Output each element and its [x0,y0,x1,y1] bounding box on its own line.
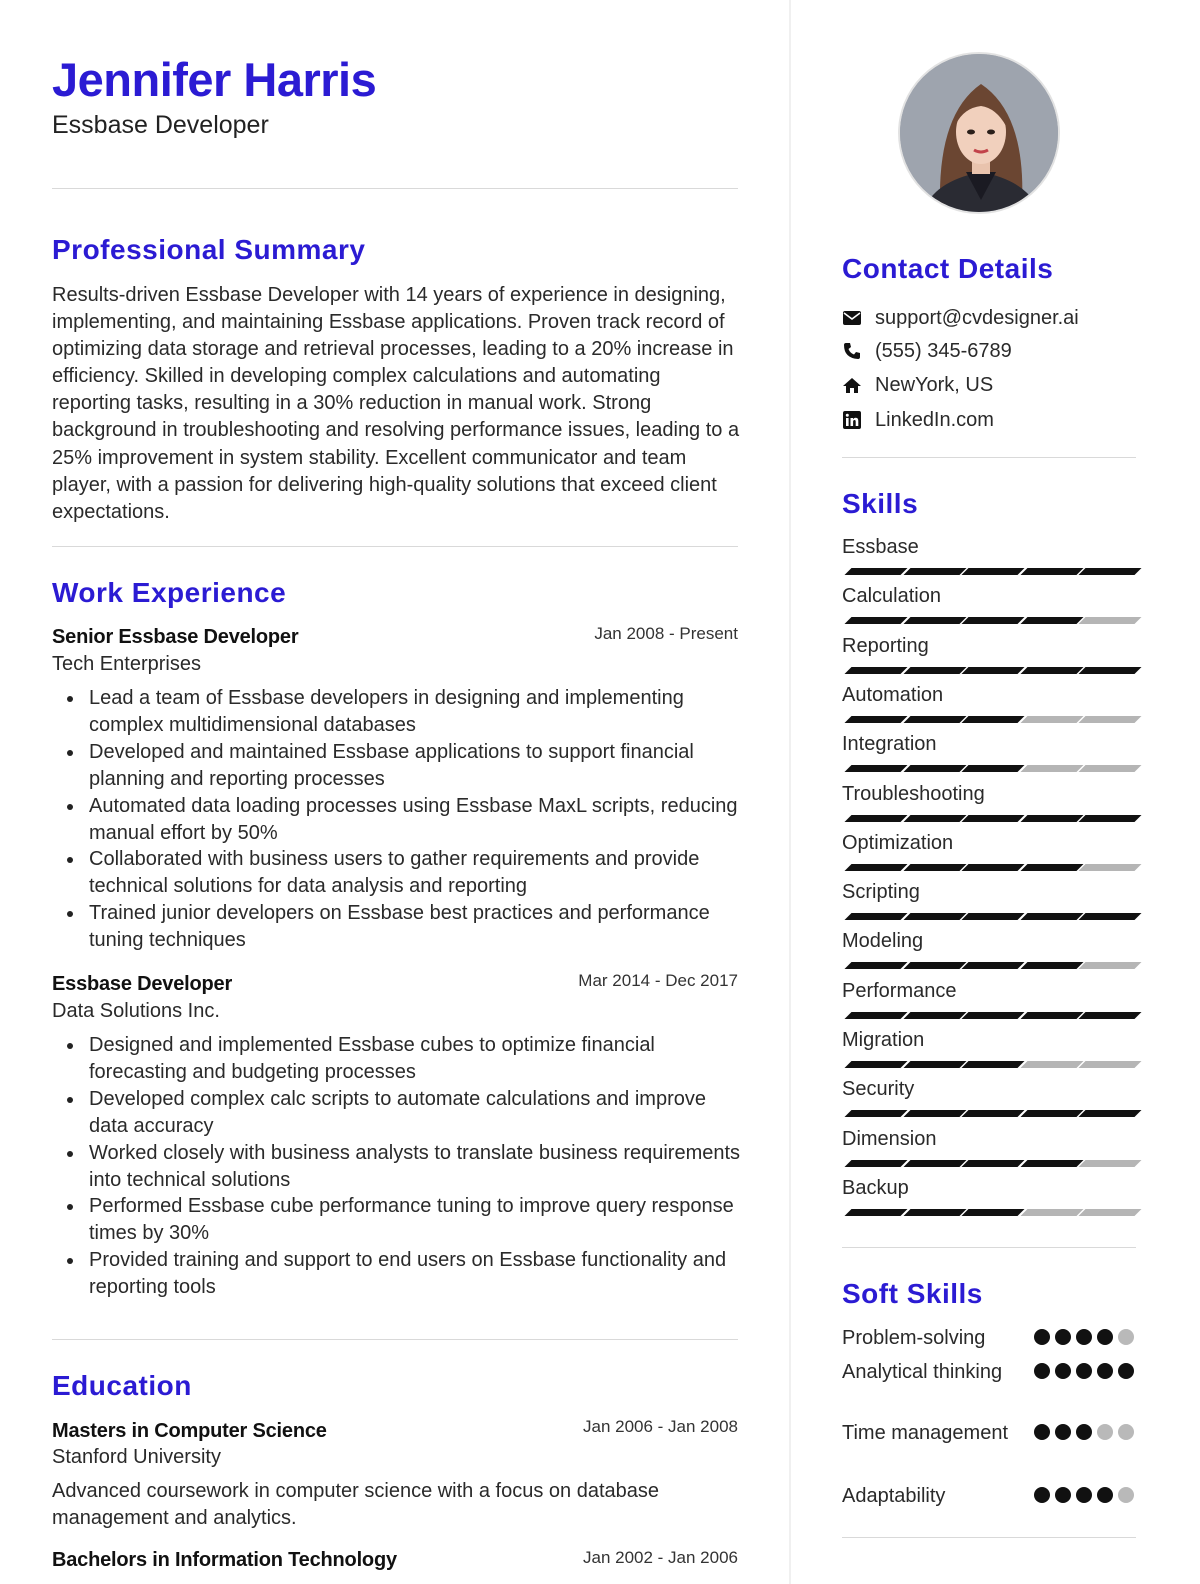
skill-rating-bar [844,913,1134,920]
skill-item [842,1078,1136,1122]
experience-divider [52,1339,738,1340]
job-bullet: Collaborated with business users to gather requirements and provide technical solutions for data analysis and reporting [89,846,749,900]
skill-item [842,684,1136,728]
skill-rating-segment [1020,1209,1083,1216]
job-company: Data Solutions Inc. [52,1000,220,1022]
rating-dot [1097,1329,1113,1345]
job-bullet-list [89,685,749,954]
skill-rating-segment [903,667,966,674]
skill-rating-segment [845,864,908,871]
skill-item [842,1029,1136,1073]
skill-rating-segment [845,568,908,575]
skill-rating-segment [962,1110,1025,1117]
rating-dot [1034,1487,1050,1503]
skill-name: Performance [842,979,957,1002]
summary-divider [52,546,738,547]
skill-rating-segment [845,913,908,920]
skill-rating-segment [1079,568,1142,575]
rating-dot [1055,1424,1071,1440]
skill-rating-segment [903,765,966,772]
job-title: Senior Essbase Developer [52,626,299,648]
skill-rating-segment [1079,667,1142,674]
phone-icon [842,341,862,361]
job-dates: Jan 2008 - Present [594,624,738,643]
skill-name: Modeling [842,930,924,953]
soft-skills-heading: Soft Skills [842,1278,983,1309]
skill-rating-segment [962,1012,1025,1019]
column-divider [789,0,791,1584]
rating-dot [1118,1329,1134,1345]
linkedin-icon [842,410,862,430]
candidate-name: Jennifer Harris [52,53,377,106]
soft-skill-name: Time management [842,1422,1008,1444]
skill-rating-segment [845,617,908,624]
job-bullet: Automated data loading processes using Essbase MaxL scripts, reducing manual effort by 50% [89,793,749,847]
skill-rating-segment [962,1160,1025,1167]
skill-name: Migration [842,1029,925,1051]
profile-portrait-image [900,54,1060,214]
skill-name: Calculation [842,585,941,608]
rating-dot [1118,1363,1134,1379]
skill-rating-bar [844,617,1134,624]
skill-rating-segment [845,1110,908,1117]
skill-rating-segment [903,1061,966,1068]
skill-item [842,832,1136,876]
education-school: Stanford University [52,1446,221,1468]
skill-rating-bar [844,1061,1134,1068]
skill-rating-segment [1020,765,1083,772]
skill-rating-segment [962,617,1025,624]
rating-dot [1097,1363,1113,1379]
education-heading: Education [52,1370,192,1401]
skill-rating-segment [1079,913,1142,920]
skill-rating-segment [1020,716,1083,723]
skill-rating-segment [962,864,1025,871]
skill-rating-segment [1079,962,1142,969]
soft-skill-name: Problem-solving [842,1327,986,1349]
job-bullet: Developed and maintained Essbase applications to support financial planning and reporting processes [89,739,749,793]
contact-phone-text: (555) 345-6789 [875,339,1012,362]
skill-rating-segment [845,667,908,674]
skill-rating-segment [1079,1209,1142,1216]
skill-item [842,1177,1136,1221]
skill-item [842,881,1136,925]
skill-item [842,733,1136,777]
education-description: Advanced coursework in computer science with a focus on database management and analytics. [52,1480,660,1529]
soft-skill-rating [1034,1424,1136,1440]
skills-divider [842,1247,1136,1248]
job-bullet: Worked closely with business analysts to translate business requirements into technical solutions [89,1140,749,1194]
skill-rating-bar [844,667,1134,674]
skill-name: Integration [842,733,937,756]
skill-name: Scripting [842,881,920,904]
skill-rating-segment [1079,1012,1142,1019]
skill-name: Optimization [842,831,954,854]
contact-phone[interactable] [842,339,1012,363]
skill-rating-segment [845,1160,908,1167]
skill-rating-bar [844,1012,1134,1019]
rating-dot [1034,1363,1050,1379]
skill-rating-bar [844,1209,1134,1216]
skill-name: Automation [842,683,944,706]
skill-rating-segment [845,716,908,723]
skill-rating-segment [1020,617,1083,624]
rating-dot [1076,1487,1092,1503]
rating-dot [1118,1424,1134,1440]
skill-rating-segment [903,864,966,871]
job-bullet: Trained junior developers on Essbase best practices and performance tuning techniques [89,900,749,954]
skill-rating-segment [1020,962,1083,969]
soft-skill-name: Analytical thinking [842,1361,1003,1383]
contact-email-text: support@cvdesigner.ai [875,306,1079,329]
skill-rating-segment [962,913,1025,920]
rating-dot [1055,1363,1071,1379]
skill-rating-segment [1020,667,1083,674]
rating-dot [1076,1424,1092,1440]
skill-rating-segment [1079,1061,1142,1068]
skill-rating-bar [844,1160,1134,1167]
profile-photo [898,52,1060,214]
soft-skill-rating [1034,1329,1136,1345]
skill-item [842,1128,1136,1172]
skill-rating-segment [1020,864,1083,871]
skill-name: Security [842,1078,915,1101]
skill-rating-segment [903,815,966,822]
contact-location [842,373,994,397]
rating-dot [1034,1424,1050,1440]
rating-dot [1034,1329,1050,1345]
job-bullet: Performed Essbase cube performance tuning to improve query response times by 30% [89,1193,749,1247]
skill-name: Essbase [842,536,919,558]
skill-rating-segment [845,765,908,772]
soft-skill-rating [1034,1363,1136,1379]
skill-rating-segment [1079,716,1142,723]
summary-heading: Professional Summary [52,234,366,265]
skill-rating-segment [1020,1061,1083,1068]
skill-rating-segment [903,1160,966,1167]
skill-rating-segment [903,962,966,969]
skill-item [842,980,1136,1024]
education-dates: Jan 2002 - Jan 2006 [582,1548,738,1567]
skill-rating-segment [1020,815,1083,822]
contact-divider [842,457,1136,458]
skill-rating-segment [1020,568,1083,575]
rating-dot [1076,1329,1092,1345]
header-divider [52,188,738,189]
skill-rating-segment [962,1209,1025,1216]
skill-name: Dimension [842,1127,937,1150]
rating-dot [1055,1329,1071,1345]
skill-name: Reporting [842,634,929,657]
job-bullet: Developed complex calc scripts to automate calculations and improve data accuracy [89,1086,749,1140]
skill-item [842,930,1136,974]
skill-rating-segment [962,815,1025,822]
rating-dot [1097,1487,1113,1503]
skill-rating-segment [962,962,1025,969]
skill-rating-segment [903,568,966,575]
envelope-icon [842,308,862,328]
skill-rating-segment [845,1061,908,1068]
contact-linkedin[interactable] [842,408,994,432]
contact-location-text: NewYork, US [875,373,994,396]
skill-item [842,783,1136,827]
skill-item [842,536,1136,580]
skill-rating-segment [1079,1110,1142,1117]
skill-rating-bar [844,962,1134,969]
skill-item [842,635,1136,679]
skill-rating-segment [962,716,1025,723]
skill-rating-bar [844,568,1134,575]
contact-heading: Contact Details [842,253,1054,284]
summary-text: Results-driven Essbase Developer with 14 years of experience in designing, implementing, and maintaining Essbase applications. Proven track record of optimizing data storage and retrieval processes, leading to a 20% increase in efficiency. Skilled in developing complex calculations and automating reporting tasks, resulting in a 30% reduction in manual work. Strong background in troubleshooting and resolving performance issues, leading to a 25% improvement in system stability. Excellent communicator and team player, with a passion for delivering high-quality solutions that exceed client expectations. [52,284,740,523]
skill-rating-segment [903,913,966,920]
skill-rating-segment [962,667,1025,674]
skill-rating-bar [844,716,1134,723]
skill-rating-segment [1079,765,1142,772]
job-bullet: Provided training and support to end users on Essbase functionality and reporting tools [89,1247,749,1301]
skill-rating-segment [903,1012,966,1019]
job-company: Tech Enterprises [52,653,201,675]
skill-rating-segment [962,765,1025,772]
skill-rating-segment [1079,815,1142,822]
skill-rating-segment [962,568,1025,575]
skill-rating-segment [1020,1160,1083,1167]
skill-rating-segment [1020,1110,1083,1117]
soft-skill-name: Adaptability [842,1485,946,1507]
skill-name: Troubleshooting [842,782,985,805]
rating-dot [1055,1487,1071,1503]
skill-item [842,585,1136,629]
candidate-title: Essbase Developer [52,111,269,139]
job-dates: Mar 2014 - Dec 2017 [578,971,738,990]
skill-rating-segment [1020,1012,1083,1019]
rating-dot [1076,1363,1092,1379]
skill-rating-segment [1079,1160,1142,1167]
skills-heading: Skills [842,488,919,519]
skill-rating-segment [962,1061,1025,1068]
skill-rating-segment [1079,617,1142,624]
home-icon [842,375,862,395]
skill-rating-bar [844,1110,1134,1117]
skill-name: Backup [842,1176,909,1199]
education-degree: Bachelors in Information Technology [52,1549,397,1571]
experience-heading: Work Experience [52,577,287,608]
skill-rating-segment [845,1012,908,1019]
skill-rating-segment [903,617,966,624]
skill-rating-segment [1079,864,1142,871]
skill-rating-bar [844,765,1134,772]
rating-dot [1097,1424,1113,1440]
soft-skill-rating [1034,1487,1136,1503]
rating-dot [1118,1487,1134,1503]
job-bullet-list [89,1032,749,1301]
skill-rating-segment [845,1209,908,1216]
skill-rating-segment [903,1110,966,1117]
skill-rating-segment [903,1209,966,1216]
education-dates: Jan 2006 - Jan 2008 [582,1417,738,1436]
skill-rating-bar [844,815,1134,822]
contact-linkedin-text: LinkedIn.com [875,408,994,431]
skill-rating-segment [1020,913,1083,920]
skill-rating-segment [903,716,966,723]
job-title: Essbase Developer [52,973,233,995]
skill-rating-segment [845,962,908,969]
skill-rating-segment [845,815,908,822]
contact-email[interactable] [842,306,1079,330]
soft-skills-divider [842,1537,1136,1538]
skill-rating-bar [844,864,1134,871]
job-bullet: Lead a team of Essbase developers in designing and implementing complex multidimensional databases [89,685,749,739]
job-bullet: Designed and implemented Essbase cubes to optimize financial forecasting and budgeting processes [89,1032,749,1086]
education-degree: Masters in Computer Science [52,1420,327,1442]
